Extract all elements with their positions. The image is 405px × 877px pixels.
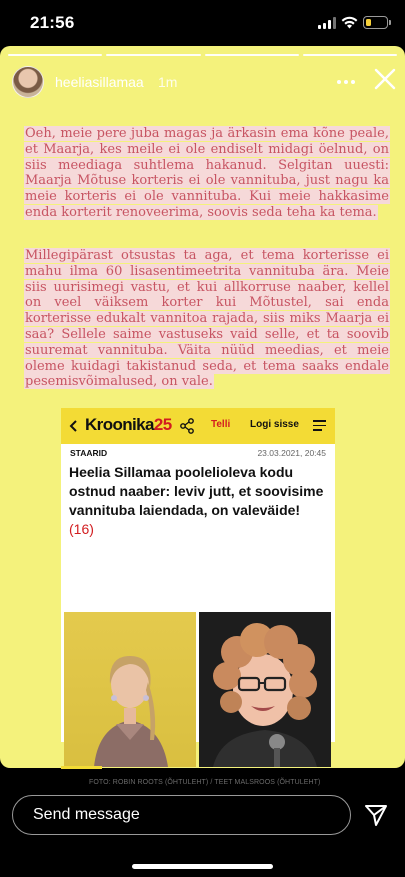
story-progress-bar bbox=[8, 54, 397, 57]
login-link: Logi sisse bbox=[250, 419, 299, 430]
photo-caption: FOTO: ROBIN ROOTS (ÕHTULEHT) / TEET MALSROOS (ÕHTULEHT) bbox=[89, 779, 321, 786]
story-time-ago: 1m bbox=[158, 74, 178, 90]
battery-icon bbox=[363, 16, 388, 29]
avatar[interactable] bbox=[12, 66, 44, 98]
send-icon[interactable] bbox=[364, 803, 388, 827]
article-title: Heelia Sillamaa poolelioleva kodu ostnud naaber: leviv jutt, et soovisime vannituba laiendada, on valeväide! (16) bbox=[69, 464, 324, 537]
close-icon[interactable] bbox=[372, 66, 398, 92]
menu-icon bbox=[313, 420, 326, 431]
status-bar bbox=[0, 0, 405, 46]
share-icon bbox=[180, 418, 194, 434]
more-options-icon[interactable] bbox=[336, 72, 356, 92]
article-screenshot bbox=[61, 408, 335, 786]
story-username[interactable]: heeliasillamaa bbox=[55, 74, 144, 90]
progress-segment bbox=[303, 54, 397, 56]
chevron-left-icon bbox=[68, 419, 80, 433]
story-card[interactable] bbox=[0, 46, 405, 786]
photo-accent-strip bbox=[61, 766, 102, 769]
story-text-paragraph-1: Oeh, meie pere juba magas ja ärkasin ema kõne peale, et Maarja, kes meile ei ole endiselt midagi öelnud, on siis meediaga suhtlema hakanud. Selgitan uuesti: Maarja Mõtuse korteris ei ole vannituba, just nagu ka meie korteris ei ole vannituba. Kui meie hakkasime enda korterit renoveerima, soovis seda teha ka tema. bbox=[25, 126, 389, 220]
story-text-paragraph-2: Millegipärast otsustas ta aga, et tema korterisse ei mahu ilma 60 lisasentimeetrita vannituba ära. Meie siis uurisimegi vastu, et kui allkorruse naaber, kellel on veel väiksem korter kui Mõtustel, sai enda korterisse edukalt vannitoa rajada, siis miks Maarja ei saa? Sellele saime vastuseks vaid selle, et ta soovib suuremat vannituba. Väita nüüd meedias, et meie oleme kuidagi takistanud seda, et tema saaks endale pesemisvõimalused, on vale. bbox=[25, 248, 389, 390]
send-message-input[interactable] bbox=[12, 795, 351, 835]
comment-count: (16) bbox=[69, 521, 94, 537]
kroonika-logo: Kroonika25 bbox=[85, 415, 172, 434]
article-category: STAARID bbox=[70, 448, 108, 458]
story-header bbox=[0, 64, 405, 98]
cellular-signal-icon bbox=[318, 17, 336, 29]
article-photo-left bbox=[64, 612, 196, 767]
progress-segment bbox=[106, 54, 200, 56]
subscribe-link: Telli bbox=[211, 419, 231, 430]
home-indicator[interactable] bbox=[132, 864, 273, 869]
article-date: 23.03.2021, 20:45 bbox=[257, 448, 326, 458]
article-nav-bar bbox=[61, 408, 335, 444]
article-photo-right bbox=[199, 612, 331, 767]
progress-segment bbox=[205, 54, 299, 56]
wifi-icon bbox=[341, 15, 358, 29]
status-time: 21:56 bbox=[30, 13, 75, 32]
progress-segment bbox=[8, 54, 102, 56]
